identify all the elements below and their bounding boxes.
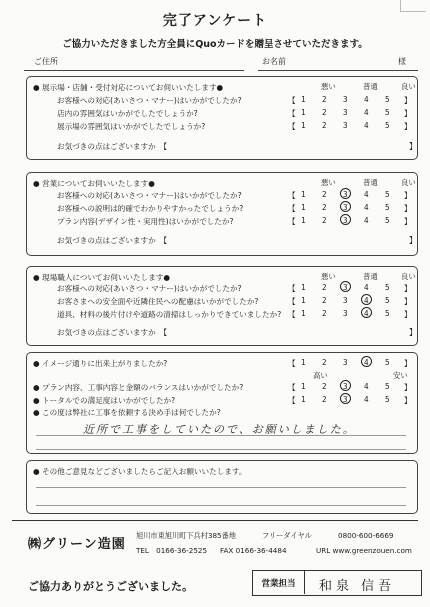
scale-bracket-close: 】 [404, 122, 412, 131]
selected-rating-circle [361, 294, 372, 305]
section-sales-title: ● 営業についてお伺いいたします● [33, 179, 155, 188]
rating-option-2[interactable]: 2 [322, 358, 327, 367]
section-showroom-title: ● 展示場・店舗・受付対応についてお伺いいたします● [33, 83, 224, 92]
rating-option-2[interactable]: 2 [322, 309, 327, 318]
question-overall-1: ● イメージ通りに出来上がりましたか? [33, 359, 168, 368]
question-showroom-2: 店内の雰囲気はいかがでしたでしょうか? [57, 109, 198, 118]
rating-option-5[interactable]: 5 [385, 95, 390, 104]
rating-option-3[interactable]: 3 [343, 296, 348, 305]
rating-option-3[interactable]: 3 [343, 395, 348, 404]
rating-option-1[interactable]: 1 [301, 108, 306, 117]
selected-rating-circle [361, 307, 372, 318]
section-showroom [26, 76, 418, 160]
rating-option-1[interactable]: 1 [301, 95, 306, 104]
sales-rep-name: 和泉 信吾 [319, 579, 396, 594]
rating-option-1[interactable]: 1 [301, 296, 306, 305]
scale-bracket-close: 】 [404, 284, 412, 293]
page-subtitle: ご協力いただきました方全員にQuoカードを贈呈させていただきます。 [62, 39, 368, 50]
question-craftsmen-3: 道具、材料の後片付けや道路の清掃はしっかりできていましたか? [57, 310, 282, 319]
comment-sales: お気づきの点はございますか 【 [57, 236, 168, 245]
rating-option-3[interactable]: 3 [343, 216, 348, 225]
rating-option-1[interactable]: 1 [301, 190, 306, 199]
thanks-message: ご協力ありがとうございました。 [28, 580, 193, 593]
rating-option-2[interactable]: 2 [322, 296, 327, 305]
rating-option-5[interactable]: 5 [385, 395, 390, 404]
answer-line [36, 505, 406, 506]
scale-bracket-open: 【 [288, 297, 296, 306]
scale-bracket-open: 【 [288, 96, 296, 105]
comment-craftsmen: お気づきの点はございますか 【 [57, 328, 168, 337]
company-logo: ㈱グリーン造園 [28, 537, 126, 552]
scale-bracket-close: 】 [404, 191, 412, 200]
rating-option-2[interactable]: 2 [322, 190, 327, 199]
question-showroom-3: 展示場の雰囲気はいかがでしたでしょうか? [57, 122, 206, 131]
selected-rating-circle [361, 356, 372, 367]
section-craftsmen [26, 266, 418, 346]
comment-bracket-close: 】 [409, 236, 417, 245]
company-url[interactable]: URL www.greenzouen.com [316, 546, 412, 555]
comment-showroom: お気づきの点はございますか 【 [57, 142, 168, 151]
rating-option-2[interactable]: 2 [322, 395, 327, 404]
scale-bracket-close: 】 [404, 204, 412, 213]
rating-option-2[interactable]: 2 [322, 203, 327, 212]
question-sales-2: お客様への説明は的確でわかりやすかったでしょうか? [57, 204, 244, 213]
rating-option-1[interactable]: 1 [301, 121, 306, 130]
address-field[interactable] [24, 70, 244, 71]
scale-bracket-open: 【 [288, 217, 296, 226]
scale-label-normal: 普通 [363, 82, 378, 91]
rating-option-1[interactable]: 1 [301, 309, 306, 318]
selected-rating-circle [340, 393, 351, 404]
scale-bracket-open: 【 [288, 122, 296, 131]
rating-option-4[interactable]: 4 [364, 358, 369, 367]
freedial-label: フリーダイヤル [262, 531, 312, 540]
scale-bracket-open: 【 [288, 310, 296, 319]
rating-option-3[interactable]: 3 [343, 95, 348, 104]
question-sales-3: プラン内容(デザイン性・実用性)はいかがでしたか? [57, 217, 234, 226]
company-fax: FAX 0166-36-4484 [220, 546, 287, 555]
question-craftsmen-2: お客さまへの安全面や近隣住民への配慮はいかがでしたか? [57, 297, 259, 306]
scale-label-good: 良い [401, 178, 416, 187]
scale-bracket-open: 【 [288, 284, 296, 293]
rating-option-1[interactable]: 1 [301, 216, 306, 225]
rating-option-5[interactable]: 5 [385, 283, 390, 292]
section-overall [26, 352, 418, 454]
rating-option-4[interactable]: 4 [364, 203, 369, 212]
rating-option-2[interactable]: 2 [322, 95, 327, 104]
scale-label-good: 良い [401, 82, 416, 91]
section-craftsmen-title: ● 現場職人についてお伺いいたします● [33, 273, 171, 282]
rating-option-4[interactable]: 4 [364, 382, 369, 391]
rating-option-4[interactable]: 4 [364, 296, 369, 305]
sales-rep-label: 営業担当 [253, 571, 305, 594]
scale-bracket-close: 】 [404, 217, 412, 226]
footer-divider [12, 520, 418, 521]
handwritten-answer: 近所で工事をしていたので、お願いしました。 [83, 423, 356, 436]
rating-option-3[interactable]: 3 [343, 108, 348, 117]
scale-bracket-close: 】 [404, 297, 412, 306]
scale-bracket-open: 【 [288, 191, 296, 200]
rating-option-4[interactable]: 4 [364, 121, 369, 130]
question-overall-2: ● プラン内容、工事内容と金額のバランスはいかがでしたか? [33, 383, 244, 392]
company-tel[interactable]: TEL 0166-36-2525 [136, 546, 208, 555]
rating-option-4[interactable]: 4 [364, 395, 369, 404]
rating-option-4[interactable]: 4 [364, 216, 369, 225]
rating-option-5[interactable]: 5 [385, 309, 390, 318]
scale-label-high: 高い [313, 371, 328, 380]
name-field[interactable] [258, 70, 418, 71]
rating-option-5[interactable]: 5 [385, 121, 390, 130]
rating-option-5[interactable]: 5 [385, 382, 390, 391]
selected-rating-circle [340, 281, 351, 292]
selected-rating-circle [340, 214, 351, 225]
rating-option-4[interactable]: 4 [364, 309, 369, 318]
address-label: ご住所 [34, 57, 58, 66]
rating-option-4[interactable]: 4 [364, 108, 369, 117]
rating-option-5[interactable]: 5 [385, 108, 390, 117]
scale-bracket-open: 【 [288, 396, 296, 405]
scale-bracket-close: 】 [404, 96, 412, 105]
honorific: 様 [398, 57, 406, 66]
scale-label-good: 良い [401, 272, 416, 281]
scale-label-bad: 悪い [321, 272, 336, 281]
rating-option-1[interactable]: 1 [301, 358, 306, 367]
scale-bracket-open: 【 [288, 204, 296, 213]
rating-option-5[interactable]: 5 [385, 203, 390, 212]
rating-option-4[interactable]: 4 [364, 283, 369, 292]
scale-bracket-open: 【 [288, 383, 296, 392]
page-title: 完了アンケート [162, 13, 268, 29]
rating-option-2[interactable]: 2 [322, 216, 327, 225]
scale-label-normal: 普通 [363, 178, 378, 187]
question-showroom-1: お客様への対応(あいさつ・マナー)はいかがでしたか? [57, 96, 242, 105]
selected-rating-circle [340, 188, 351, 199]
scale-label-bad: 悪い [321, 82, 336, 91]
name-label: お名前 [262, 57, 286, 66]
scale-bracket-close: 】 [404, 109, 412, 118]
rating-option-3[interactable]: 3 [343, 203, 348, 212]
question-overall-3: ● トータルでの満足度はいかがでしたか? [33, 396, 176, 405]
rating-option-3[interactable]: 3 [343, 309, 348, 318]
rating-option-4[interactable]: 4 [364, 190, 369, 199]
scale-bracket-close: 】 [404, 396, 412, 405]
scale-bracket-close: 】 [404, 383, 412, 392]
rating-option-3[interactable]: 3 [343, 190, 348, 199]
section-sales [26, 172, 418, 256]
selected-rating-circle [340, 201, 351, 212]
scale-bracket-open: 【 [288, 109, 296, 118]
answer-line [36, 435, 406, 436]
rating-option-3[interactable]: 3 [343, 382, 348, 391]
rating-option-1[interactable]: 1 [301, 382, 306, 391]
rating-option-3[interactable]: 3 [343, 121, 348, 130]
rating-option-4[interactable]: 4 [364, 95, 369, 104]
rating-option-2[interactable]: 2 [322, 283, 327, 292]
rating-option-5[interactable]: 5 [385, 296, 390, 305]
rating-option-5[interactable]: 5 [385, 216, 390, 225]
scale-bracket-close: 】 [404, 310, 412, 319]
rating-option-3[interactable]: 3 [343, 358, 348, 367]
scale-label-cheap: 安い [393, 371, 408, 380]
rating-option-2[interactable]: 2 [322, 121, 327, 130]
rating-option-2[interactable]: 2 [322, 108, 327, 117]
scale-label-bad: 悪い [321, 178, 336, 187]
sales-rep-box [252, 570, 422, 596]
scale-bracket-close: 】 [404, 359, 412, 368]
comment-bracket-close: 】 [409, 328, 417, 337]
selected-rating-circle [340, 380, 351, 391]
question-overall-4: ● この度は弊社に工事を依頼する決め手は何でしたか? [33, 408, 221, 417]
rating-option-5[interactable]: 5 [385, 190, 390, 199]
answer-line [36, 487, 406, 488]
answer-line [36, 449, 406, 450]
rating-option-1[interactable]: 1 [301, 283, 306, 292]
company-address: 旭川市東旭川町下兵村385番地 [136, 531, 236, 540]
freedial-number[interactable]: 0800-600-6669 [338, 531, 394, 540]
rating-option-2[interactable]: 2 [322, 382, 327, 391]
rating-option-5[interactable]: 5 [385, 358, 390, 367]
question-sales-1: お客様への対応(あいさつ・マナー)はいかがでしたか? [57, 191, 242, 200]
scale-label-normal: 普通 [363, 272, 378, 281]
rating-option-1[interactable]: 1 [301, 395, 306, 404]
rating-option-3[interactable]: 3 [343, 283, 348, 292]
question-craftsmen-1: お客様への対応(あいさつ・マナー)はいかがでしたか? [57, 284, 242, 293]
scale-bracket-open: 【 [288, 359, 296, 368]
rating-option-1[interactable]: 1 [301, 203, 306, 212]
comment-bracket-close: 】 [409, 142, 417, 151]
section-other-title: ● その他ご意見などございましたらご記入お願いいたします。 [33, 467, 247, 476]
